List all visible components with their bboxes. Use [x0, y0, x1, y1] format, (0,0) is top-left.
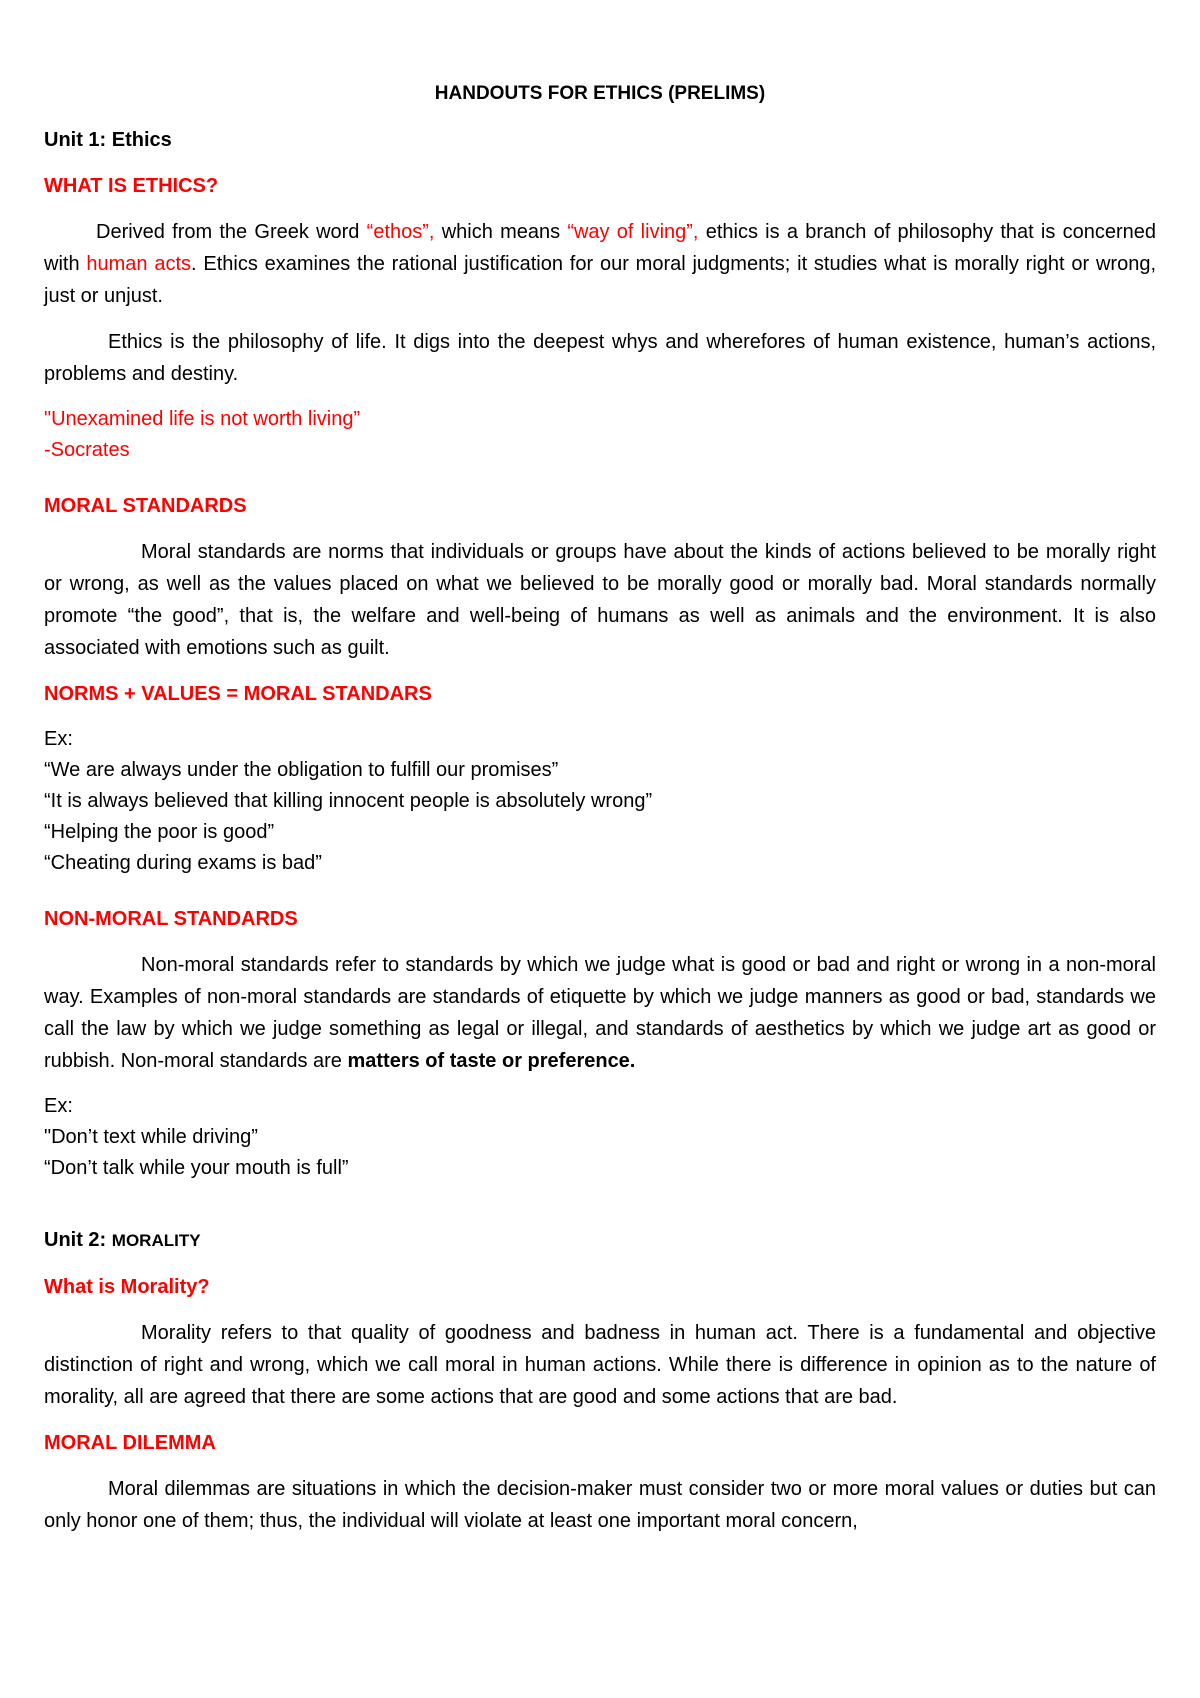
non-moral-standards-paragraph	[44, 949, 1156, 1077]
examples-label: Ex:	[44, 728, 73, 750]
unit-2-prefix: Unit 2:	[44, 1229, 112, 1251]
text-run: . Ethics examines the rational justification for our moral judgments; it studies what is morally right or wrong, just or unjust.	[44, 253, 1156, 307]
text-run: which means	[434, 221, 568, 243]
socrates-quote	[44, 404, 1156, 466]
way-of-living-term: “way of living”,	[567, 221, 699, 243]
quote-text: "Unexamined life is not worth living”	[44, 408, 361, 430]
heading-non-moral-standards: NON-MORAL STANDARDS	[44, 908, 298, 930]
text-run: ethics is a branch of philosophy that is concerned with	[44, 221, 1156, 275]
quote-author: -Socrates	[44, 439, 130, 461]
unit-1-label: Unit 1: Ethics	[44, 129, 172, 151]
ethics-definition-paragraph	[44, 216, 1156, 312]
non-moral-examples	[44, 1091, 1156, 1184]
heading-moral-dilemma: MORAL DILEMMA	[44, 1432, 216, 1454]
heading-what-is-ethics: WHAT IS ETHICS?	[44, 175, 219, 197]
example-item: “We are always under the obligation to fulfill our promises”	[44, 759, 559, 781]
heading-what-is-morality: What is Morality?	[44, 1276, 210, 1298]
examples-label: Ex:	[44, 1095, 73, 1117]
ethics-philosophy-paragraph: Ethics is the philosophy of life. It digs into the deepest whys and wherefores of human existence, human’s actions, problems and destiny.	[44, 331, 1156, 385]
unit-2-topic: MORALITY	[111, 1231, 201, 1250]
unit-2-label	[44, 1224, 1156, 1257]
example-item: “Helping the poor is good”	[44, 821, 275, 843]
example-item: “Cheating during exams is bad”	[44, 852, 322, 874]
text-run: Derived from the Greek word	[96, 221, 367, 243]
text-run: Non-moral standards refer to standards by which we judge what is good or bad and right or wrong in a non-moral way. Examples of non-moral standards are standards of etiquette by which we judge manners as good or bad, standards we call the law by which we judge something as legal or illegal, and standards of aesthetics by which we judge art as good or rubbish. Non-moral standards are	[44, 954, 1156, 1072]
example-item: "Don’t text while driving”	[44, 1126, 258, 1148]
heading-moral-standards: MORAL STANDARDS	[44, 495, 247, 517]
document-title: HANDOUTS FOR ETHICS (PRELIMS)	[434, 83, 766, 104]
example-item: “It is always believed that killing innocent people is absolutely wrong”	[44, 790, 653, 812]
moral-standards-formula: NORMS + VALUES = MORAL STANDARS	[44, 683, 432, 705]
human-acts-term: human acts	[86, 253, 192, 275]
moral-dilemma-paragraph: Moral dilemmas are situations in which the decision-maker must consider two or more moral values or duties but can only honor one of them; thus, the individual will violate at least one important moral concern,	[44, 1478, 1156, 1532]
morality-paragraph: Morality refers to that quality of goodness and badness in human act. There is a fundamental and objective distinction of right and wrong, which we call moral in human actions. While there is difference in opinion as to the nature of morality, all are agreed that there are some actions that are good and some actions that are bad.	[44, 1322, 1156, 1408]
taste-preference-term: matters of taste or preference.	[347, 1050, 636, 1072]
ethos-term: “ethos”,	[366, 221, 435, 243]
moral-standards-paragraph: Moral standards are norms that individuals or groups have about the kinds of actions believed to be morally right or wrong, as well as the values placed on what we believed to be morally good or morally bad. Moral standards normally promote “the good”, that is, the welfare and well-being of humans as well as animals and the environment. It is also associated with emotions such as guilt.	[44, 541, 1156, 659]
example-item: “Don’t talk while your mouth is full”	[44, 1157, 349, 1179]
moral-standards-examples	[44, 724, 1156, 879]
